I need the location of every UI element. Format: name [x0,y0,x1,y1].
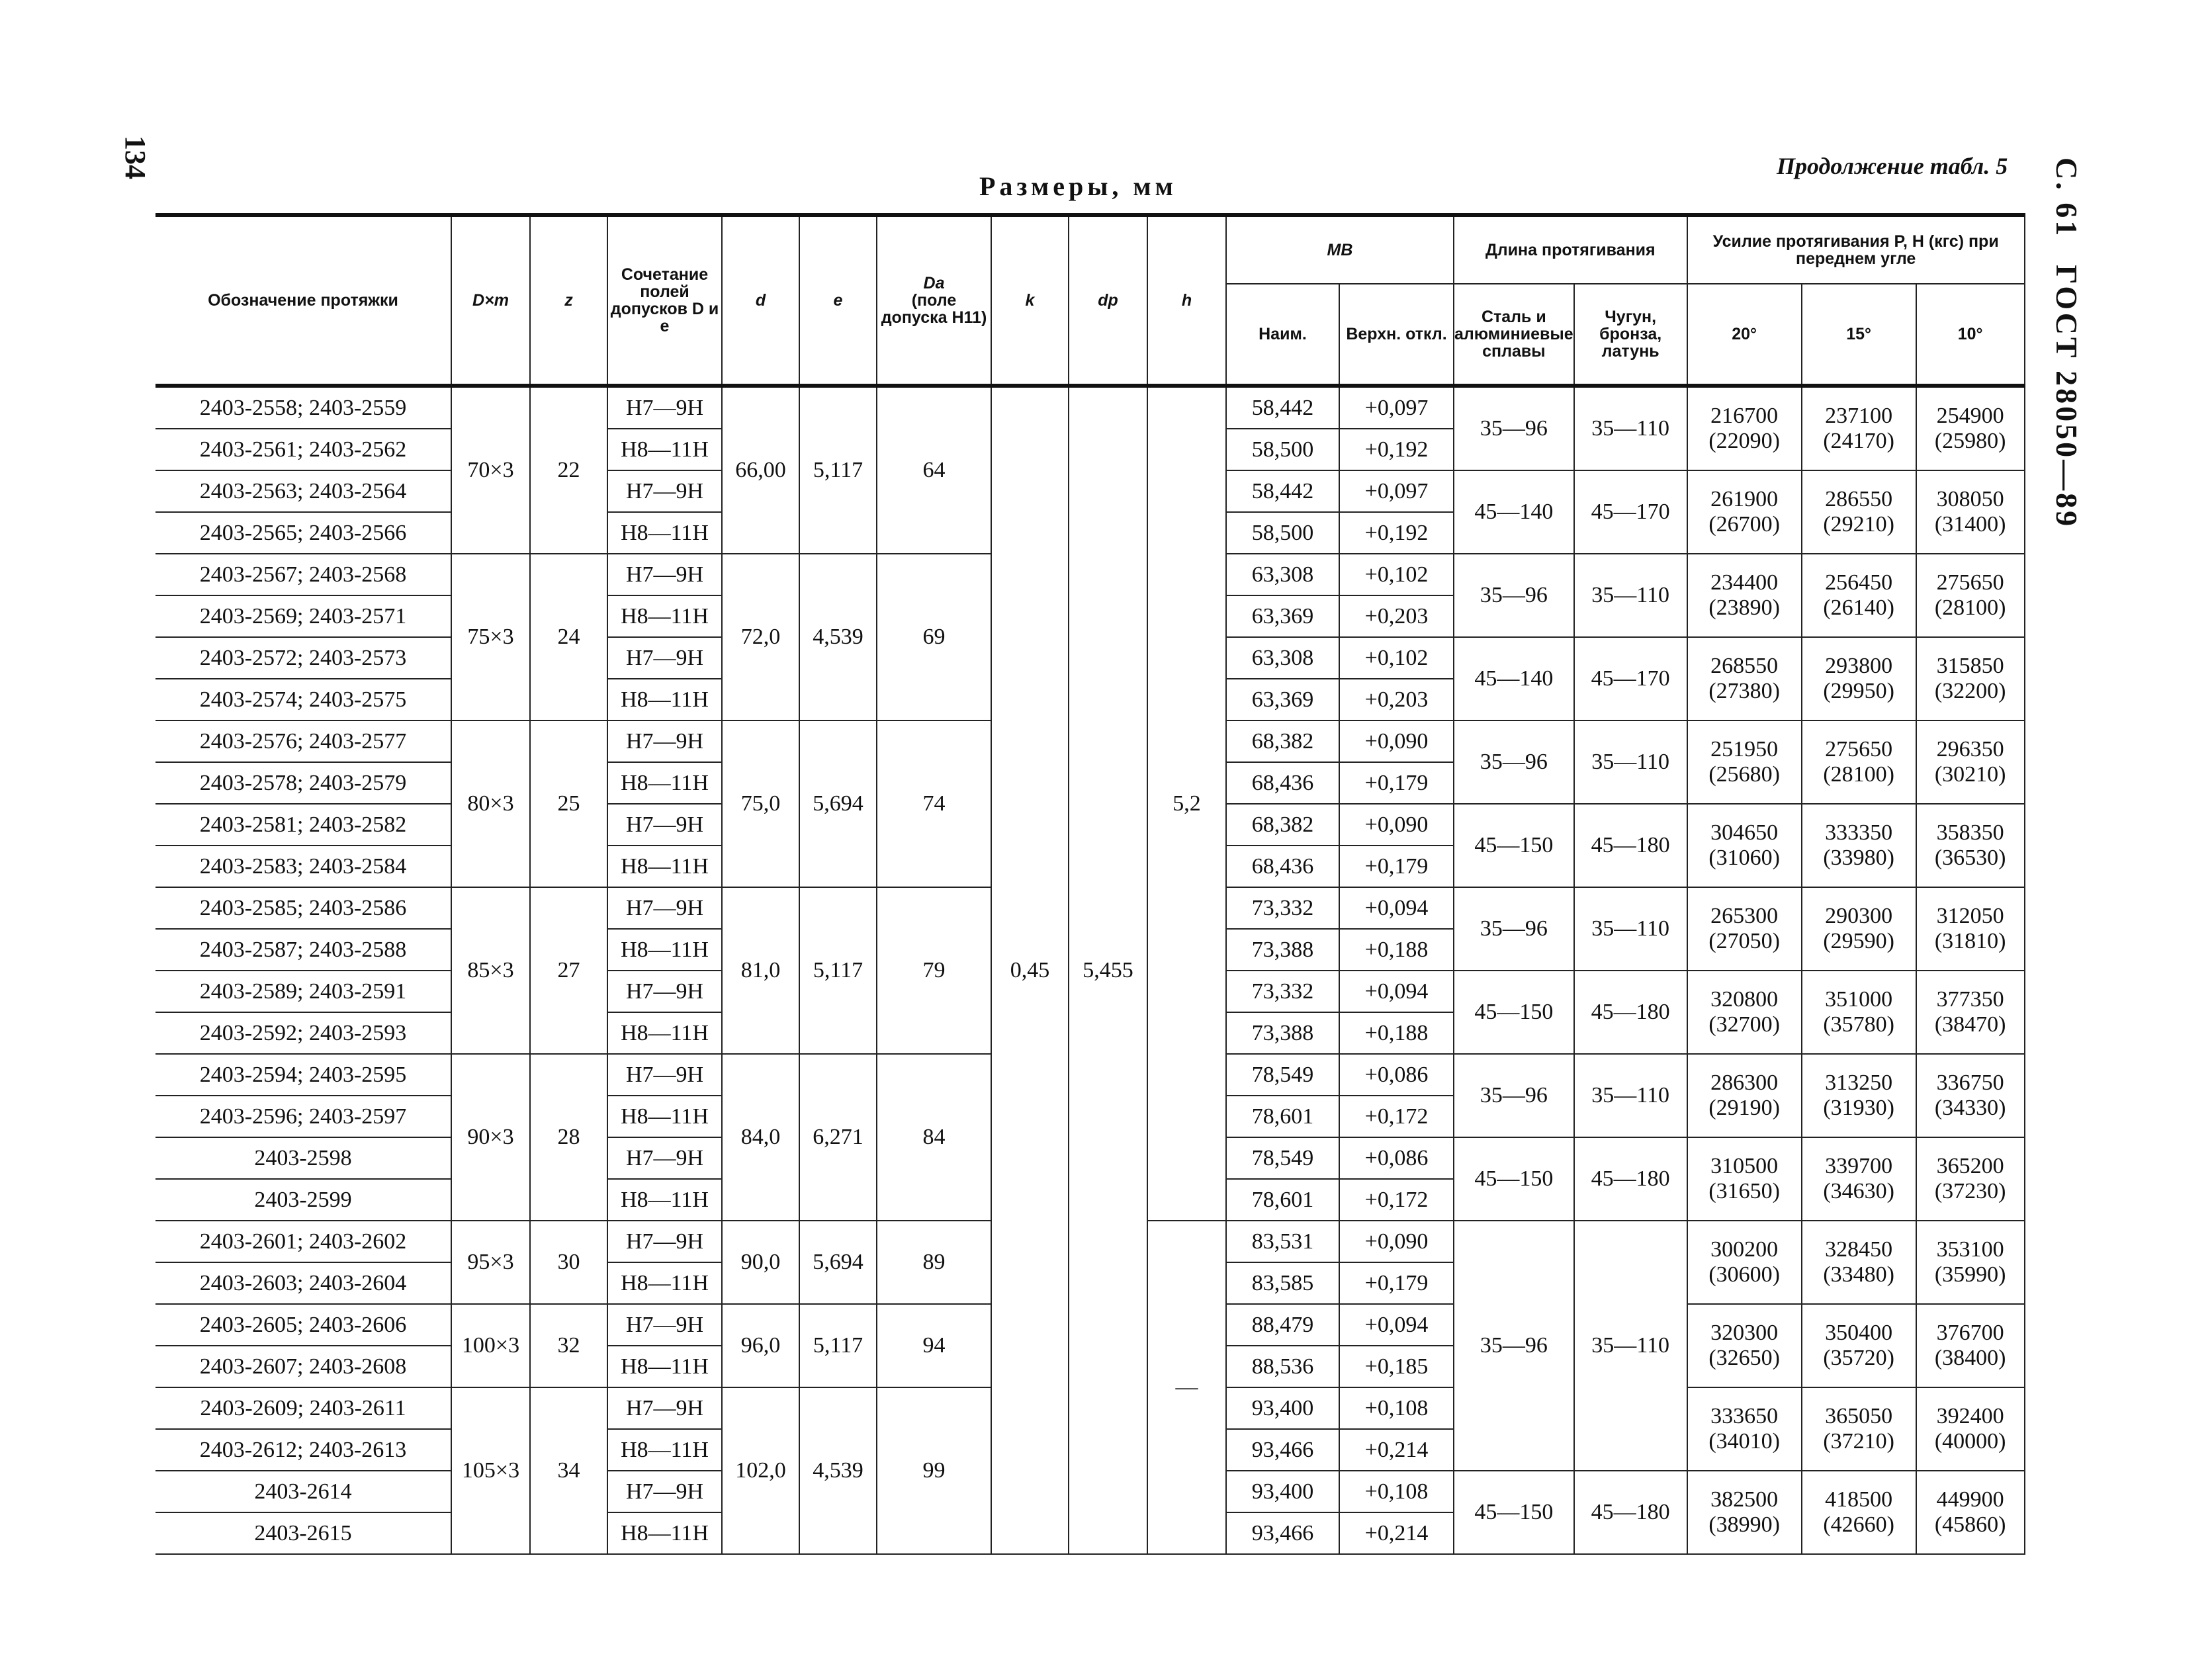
z-cell: 30 [530,1221,607,1304]
table-header [155,215,2025,386]
tolerance-cell: H8—11H [607,679,722,720]
header-length: Длина протягивания [1454,215,1687,284]
dxm-cell: 105×3 [451,1387,530,1554]
table-body [155,386,2025,1554]
force-15-cell: 237100 (24170) [1802,386,1916,470]
designation-cell: 2403-2601; 2403-2602 [155,1221,451,1262]
designation-cell: 2403-2574; 2403-2575 [155,679,451,720]
length-steel-cell: 35—96 [1454,386,1574,470]
tolerance-cell: H8—11H [607,595,722,637]
designation-cell: 2403-2565; 2403-2566 [155,512,451,554]
force-15-cell: 418500 (42660) [1802,1471,1916,1554]
tolerance-cell: H8—11H [607,846,722,887]
e-cell: 6,271 [799,1054,877,1221]
da-cell: 84 [877,1054,991,1221]
mv-upper-cell: +0,108 [1339,1471,1454,1512]
designation-cell: 2403-2609; 2403-2611 [155,1387,451,1429]
mv-min-cell: 63,369 [1226,595,1339,637]
mv-min-cell: 93,400 [1226,1387,1339,1429]
e-cell: 5,117 [799,887,877,1054]
mv-upper-cell: +0,192 [1339,512,1454,554]
mv-upper-cell: +0,214 [1339,1512,1454,1554]
mv-min-cell: 58,500 [1226,429,1339,470]
force-10-cell: 392400 (40000) [1916,1387,2025,1471]
header-k: k [991,215,1069,386]
mv-upper-cell: +0,090 [1339,1221,1454,1262]
mv-upper-cell: +0,188 [1339,929,1454,971]
dxm-cell: 95×3 [451,1221,530,1304]
broach-dimensions-table [155,213,2025,1555]
force-20-cell: 320800 (32700) [1687,971,1802,1054]
header-mv-upper: Верхн. откл. [1339,284,1454,386]
mv-upper-cell: +0,203 [1339,679,1454,720]
length-steel-cell: 35—96 [1454,554,1574,637]
length-steel-cell: 45—150 [1454,1137,1574,1221]
force-15-cell: 333350 (33980) [1802,804,1916,887]
tolerance-cell: H7—9H [607,1304,722,1346]
header-da [877,215,991,386]
length-cast-cell: 45—180 [1574,804,1687,887]
dxm-cell: 85×3 [451,887,530,1054]
length-steel-cell: 45—140 [1454,637,1574,720]
tolerance-cell: H7—9H [607,804,722,846]
force-15-cell: 293800 (29950) [1802,637,1916,720]
mv-min-cell: 83,531 [1226,1221,1339,1262]
header-h: h [1147,215,1226,386]
header-da-note: (поле допуска H11) [881,290,987,327]
length-steel-cell: 45—140 [1454,470,1574,554]
tolerance-cell: H7—9H [607,1221,722,1262]
tolerance-cell: H8—11H [607,762,722,804]
mv-upper-cell: +0,203 [1339,595,1454,637]
force-20-cell: 310500 (31650) [1687,1137,1802,1221]
force-10-cell: 353100 (35990) [1916,1221,2025,1304]
force-20-cell: 268550 (27380) [1687,637,1802,720]
table-continuation-label: Продолжение табл. 5 [1777,153,2008,179]
tolerance-cell: H7—9H [607,1054,722,1096]
da-cell: 74 [877,720,991,887]
tolerance-cell: H8—11H [607,929,722,971]
header-angle-10: 10° [1916,284,2025,386]
dxm-cell: 75×3 [451,554,530,720]
tolerance-cell: H8—11H [607,512,722,554]
length-steel-cell: 35—96 [1454,1054,1574,1137]
mv-min-cell: 68,436 [1226,762,1339,804]
mv-min-cell: 88,479 [1226,1304,1339,1346]
force-10-cell: 315850 (32200) [1916,637,2025,720]
force-15-cell: 328450 (33480) [1802,1221,1916,1304]
mv-upper-cell: +0,086 [1339,1054,1454,1096]
designation-cell: 2403-2587; 2403-2588 [155,929,451,971]
mv-min-cell: 83,585 [1226,1262,1339,1304]
tolerance-cell: H7—9H [607,554,722,595]
dxm-cell: 70×3 [451,386,530,554]
mv-min-cell: 78,601 [1226,1096,1339,1137]
designation-cell: 2403-2592; 2403-2593 [155,1012,451,1054]
length-cast-cell: 35—110 [1574,386,1687,470]
e-cell: 5,117 [799,1304,877,1387]
z-cell: 25 [530,720,607,887]
force-20-cell: 251950 (25680) [1687,720,1802,804]
length-cast-cell: 45—180 [1574,1137,1687,1221]
mv-upper-cell: +0,090 [1339,804,1454,846]
header-length-steel: Сталь и алюминиевые сплавы [1454,284,1574,386]
e-cell: 5,694 [799,1221,877,1304]
designation-cell: 2403-2598 [155,1137,451,1179]
mv-min-cell: 58,442 [1226,386,1339,429]
force-10-cell: 296350 (30210) [1916,720,2025,804]
z-cell: 34 [530,1387,607,1554]
da-cell: 64 [877,386,991,554]
da-cell: 69 [877,554,991,720]
tolerance-cell: H7—9H [607,887,722,929]
e-cell: 4,539 [799,1387,877,1554]
header-angle-15: 15° [1802,284,1916,386]
mv-min-cell: 73,388 [1226,1012,1339,1054]
force-10-cell: 254900 (25980) [1916,386,2025,470]
side-running-header [2049,157,2084,555]
force-20-cell: 300200 (30600) [1687,1221,1802,1304]
mv-upper-cell: +0,102 [1339,637,1454,679]
d-cell: 90,0 [722,1221,799,1304]
header-dxm: D×m [451,215,530,386]
mv-upper-cell: +0,090 [1339,720,1454,762]
length-cast-cell: 35—110 [1574,1054,1687,1137]
designation-cell: 2403-2563; 2403-2564 [155,470,451,512]
mv-upper-cell: +0,097 [1339,386,1454,429]
z-cell: 32 [530,1304,607,1387]
tolerance-cell: H7—9H [607,470,722,512]
force-20-cell: 234400 (23890) [1687,554,1802,637]
designation-cell: 2403-2614 [155,1471,451,1512]
designation-cell: 2403-2581; 2403-2582 [155,804,451,846]
force-15-cell: 365050 (37210) [1802,1387,1916,1471]
page-number: 134 [119,136,152,179]
mv-min-cell: 63,369 [1226,679,1339,720]
mv-min-cell: 73,332 [1226,971,1339,1012]
force-20-cell: 382500 (38990) [1687,1471,1802,1554]
header-length-cast: Чугун, бронза, латунь [1574,284,1687,386]
mv-upper-cell: +0,094 [1339,1304,1454,1346]
length-steel-cell: 35—96 [1454,1221,1574,1471]
force-10-cell: 377350 (38470) [1916,971,2025,1054]
length-cast-cell: 35—110 [1574,887,1687,971]
force-10-cell: 365200 (37230) [1916,1137,2025,1221]
force-10-cell: 376700 (38400) [1916,1304,2025,1387]
force-15-cell: 313250 (31930) [1802,1054,1916,1137]
mv-upper-cell: +0,188 [1339,1012,1454,1054]
header-tolerance: Сочетание полей допусков D и e [607,215,722,386]
designation-cell: 2403-2612; 2403-2613 [155,1429,451,1471]
mv-min-cell: 93,466 [1226,1429,1339,1471]
force-10-cell: 312050 (31810) [1916,887,2025,971]
designation-cell: 2403-2589; 2403-2591 [155,971,451,1012]
mv-upper-cell: +0,094 [1339,887,1454,929]
mv-min-cell: 73,332 [1226,887,1339,929]
tolerance-cell: H8—11H [607,1429,722,1471]
force-20-cell: 333650 (34010) [1687,1387,1802,1471]
h-cell: — [1147,1221,1226,1554]
h-cell: 5,2 [1147,386,1226,1221]
z-cell: 27 [530,887,607,1054]
mv-min-cell: 88,536 [1226,1346,1339,1387]
designation-cell: 2403-2596; 2403-2597 [155,1096,451,1137]
header-z: z [530,215,607,386]
designation-cell: 2403-2585; 2403-2586 [155,887,451,929]
dxm-cell: 100×3 [451,1304,530,1387]
tolerance-cell: H7—9H [607,720,722,762]
mv-min-cell: 68,382 [1226,720,1339,762]
da-cell: 89 [877,1221,991,1304]
designation-cell: 2403-2561; 2403-2562 [155,429,451,470]
side-page: С. 61 [2050,157,2084,239]
designation-cell: 2403-2578; 2403-2579 [155,762,451,804]
designation-cell: 2403-2615 [155,1512,451,1554]
mv-min-cell: 93,466 [1226,1512,1339,1554]
force-10-cell: 336750 (34330) [1916,1054,2025,1137]
length-cast-cell: 45—180 [1574,971,1687,1054]
tolerance-cell: H7—9H [607,386,722,429]
da-cell: 79 [877,887,991,1054]
force-20-cell: 304650 (31060) [1687,804,1802,887]
length-steel-cell: 45—150 [1454,804,1574,887]
length-cast-cell: 45—170 [1574,470,1687,554]
force-15-cell: 275650 (28100) [1802,720,1916,804]
tolerance-cell: H7—9H [607,971,722,1012]
tolerance-cell: H8—11H [607,1346,722,1387]
header-designation: Обозначение протяжки [155,215,451,386]
e-cell: 5,694 [799,720,877,887]
tolerance-cell: H8—11H [607,1179,722,1221]
designation-cell: 2403-2558; 2403-2559 [155,386,451,429]
force-20-cell: 286300 (29190) [1687,1054,1802,1137]
designation-cell: 2403-2576; 2403-2577 [155,720,451,762]
designation-cell: 2403-2594; 2403-2595 [155,1054,451,1096]
mv-upper-cell: +0,172 [1339,1179,1454,1221]
length-steel-cell: 45—150 [1454,1471,1574,1554]
designation-cell: 2403-2569; 2403-2571 [155,595,451,637]
e-cell: 5,117 [799,386,877,554]
force-10-cell: 275650 (28100) [1916,554,2025,637]
length-cast-cell: 35—110 [1574,720,1687,804]
force-10-cell: 308050 (31400) [1916,470,2025,554]
table-row [155,386,2025,429]
designation-cell: 2403-2603; 2403-2604 [155,1262,451,1304]
dxm-cell: 80×3 [451,720,530,887]
tolerance-cell: H7—9H [607,1387,722,1429]
da-cell: 94 [877,1304,991,1387]
mv-upper-cell: +0,102 [1339,554,1454,595]
mv-min-cell: 93,400 [1226,1471,1339,1512]
tolerance-cell: H8—11H [607,1096,722,1137]
length-cast-cell: 35—110 [1574,1221,1687,1471]
force-15-cell: 350400 (35720) [1802,1304,1916,1387]
d-cell: 72,0 [722,554,799,720]
length-cast-cell: 35—110 [1574,554,1687,637]
mv-upper-cell: +0,179 [1339,762,1454,804]
mv-min-cell: 68,382 [1226,804,1339,846]
d-cell: 96,0 [722,1304,799,1387]
dxm-cell: 90×3 [451,1054,530,1221]
mv-upper-cell: +0,172 [1339,1096,1454,1137]
mv-upper-cell: +0,086 [1339,1137,1454,1179]
mv-min-cell: 58,500 [1226,512,1339,554]
mv-min-cell: 58,442 [1226,470,1339,512]
mv-min-cell: 63,308 [1226,637,1339,679]
d-cell: 102,0 [722,1387,799,1554]
mv-upper-cell: +0,179 [1339,846,1454,887]
length-steel-cell: 45—150 [1454,971,1574,1054]
z-cell: 28 [530,1054,607,1221]
length-cast-cell: 45—170 [1574,637,1687,720]
e-cell: 4,539 [799,554,877,720]
d-cell: 81,0 [722,887,799,1054]
length-steel-cell: 35—96 [1454,720,1574,804]
tolerance-cell: H8—11H [607,429,722,470]
side-standard: ГОСТ 28050—89 [2050,265,2084,529]
mv-upper-cell: +0,214 [1339,1429,1454,1471]
force-15-cell: 290300 (29590) [1802,887,1916,971]
force-10-cell: 358350 (36530) [1916,804,2025,887]
header-mv: MB [1226,215,1454,284]
force-10-cell: 449900 (45860) [1916,1471,2025,1554]
tolerance-cell: H7—9H [607,1471,722,1512]
mv-upper-cell: +0,108 [1339,1387,1454,1429]
mv-min-cell: 63,308 [1226,554,1339,595]
k-cell: 0,45 [991,386,1069,1554]
force-15-cell: 351000 (35780) [1802,971,1916,1054]
force-20-cell: 216700 (22090) [1687,386,1802,470]
mv-upper-cell: +0,192 [1339,429,1454,470]
mv-min-cell: 78,549 [1226,1054,1339,1096]
header-dp: dp [1069,215,1147,386]
force-20-cell: 265300 (27050) [1687,887,1802,971]
tolerance-cell: H7—9H [607,637,722,679]
mv-min-cell: 78,549 [1226,1137,1339,1179]
d-cell: 66,00 [722,386,799,554]
designation-cell: 2403-2572; 2403-2573 [155,637,451,679]
mv-min-cell: 68,436 [1226,846,1339,887]
mv-min-cell: 78,601 [1226,1179,1339,1221]
length-cast-cell: 45—180 [1574,1471,1687,1554]
d-cell: 84,0 [722,1054,799,1221]
length-steel-cell: 35—96 [1454,887,1574,971]
mv-upper-cell: +0,097 [1339,470,1454,512]
tolerance-cell: H7—9H [607,1137,722,1179]
designation-cell: 2403-2567; 2403-2568 [155,554,451,595]
force-20-cell: 261900 (26700) [1687,470,1802,554]
designation-cell: 2403-2599 [155,1179,451,1221]
mv-upper-cell: +0,094 [1339,971,1454,1012]
header-mv-min: Наим. [1226,284,1339,386]
tolerance-cell: H8—11H [607,1012,722,1054]
da-cell: 99 [877,1387,991,1554]
force-20-cell: 320300 (32650) [1687,1304,1802,1387]
force-15-cell: 339700 (34630) [1802,1137,1916,1221]
header-e: e [799,215,877,386]
tolerance-cell: H8—11H [607,1512,722,1554]
d-cell: 75,0 [722,720,799,887]
z-cell: 22 [530,386,607,554]
header-force: Усилие протягивания P, Н (кгс) при переднем угле [1687,215,2025,284]
header-da-symbol: Da [923,273,945,292]
tolerance-cell: H8—11H [607,1262,722,1304]
designation-cell: 2403-2605; 2403-2606 [155,1304,451,1346]
mv-min-cell: 73,388 [1226,929,1339,971]
mv-upper-cell: +0,185 [1339,1346,1454,1387]
designation-cell: 2403-2607; 2403-2608 [155,1346,451,1387]
header-angle-20: 20° [1687,284,1802,386]
designation-cell: 2403-2583; 2403-2584 [155,846,451,887]
force-15-cell: 256450 (26140) [1802,554,1916,637]
z-cell: 24 [530,554,607,720]
force-15-cell: 286550 (29210) [1802,470,1916,554]
dp-cell: 5,455 [1069,386,1147,1554]
header-d: d [722,215,799,386]
units-caption: Размеры, мм [979,171,1177,201]
mv-upper-cell: +0,179 [1339,1262,1454,1304]
